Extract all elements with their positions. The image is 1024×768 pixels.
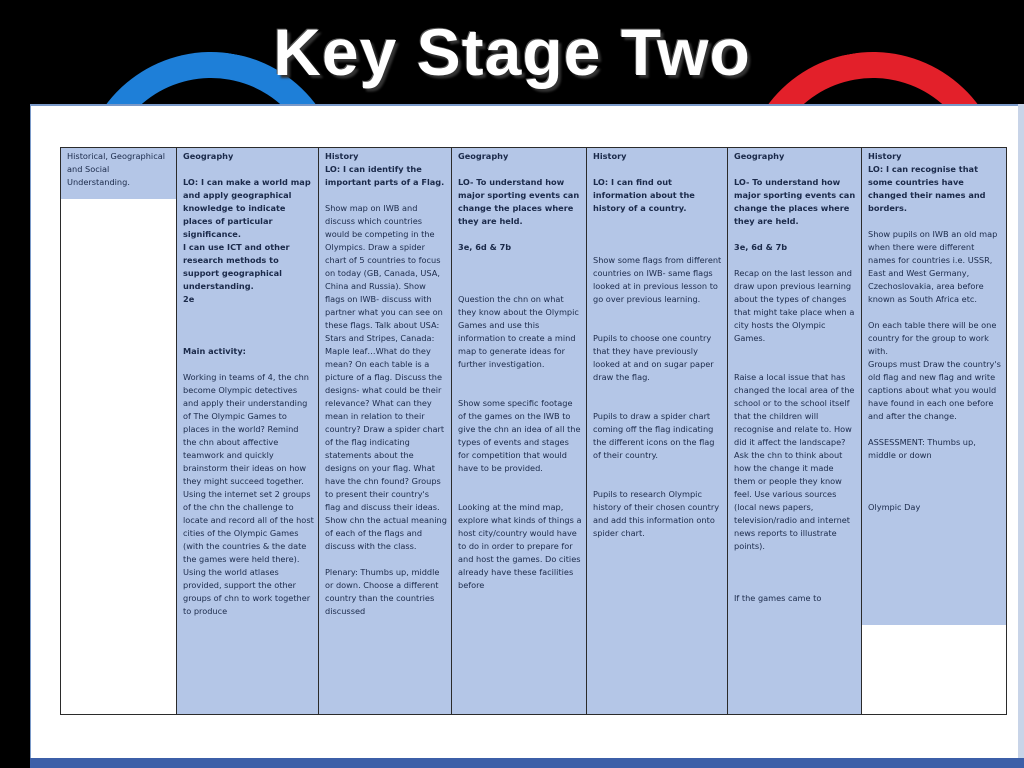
learning-objective: LO: I can identify the important parts of a Flag. <box>325 164 445 187</box>
activity-text: Show some specific footage of the games on the IWB to give the chn an idea of all the types of events and stages for competition that would have to be provided. <box>458 398 581 473</box>
activity-text: Show some flags from different countries on IWB- same flags looked at in previous lesson to go over previous learning. <box>593 255 722 304</box>
subject-heading: History <box>325 151 359 161</box>
column-history-1 <box>319 148 452 715</box>
learning-objective: LO- To understand how major sporting events can change the places where they are held. <box>734 177 856 226</box>
lesson-plan-table <box>60 147 1007 715</box>
column-history-2 <box>587 148 728 715</box>
column-strand <box>61 148 177 715</box>
olympic-day-text: Olympic Day <box>868 502 921 512</box>
slide-title: Key Stage Two <box>273 15 751 89</box>
activity-text: Pupils to draw a spider chart coming off the flag indicating the different icons on the flag of their country. <box>593 411 715 460</box>
learning-objective: LO- To understand how major sporting events can change the places where they are held. <box>458 177 580 226</box>
activity-text: Looking at the mind map, explore what kinds of things a host city/country would have to do in order to prepare for and host the games. Do cities already have these facilities before <box>458 502 582 590</box>
main-activity-text: Working in teams of 4, the chn become Olympic detectives and apply their understanding of The Olympic Games to places in the world? Remind the chn about affective teamwork and quickly brainstorm their ideas on how they might succeed together. Using the internet set 2 groups of the chn the challenge to locate and record all of the host cities of the Olympic Games (with the countries & the date the games were held there). Using the world atlases provided, support the other groups of chn to work together to produce <box>183 372 314 616</box>
activity-text: Show pupils on IWB an old map when there were different names for countries i.e. USSR, East and West Germany, Czechoslovakia, area before known as South Africa etc. <box>868 229 998 304</box>
column-geography-2 <box>452 148 587 715</box>
slide-right-edge <box>1018 104 1024 764</box>
column-geography-3 <box>728 148 862 715</box>
activity-text: Raise a local issue that has changed the local area of the school or to the school itself that the children will recognise and relate to. How did it affect the landscape? Ask the chn to think about how the change it made them or people they know feel. Use various sources (local news papers, television/radio and internet news reports to illustrate points). <box>734 372 855 551</box>
activity-text: If the games came to <box>734 593 822 603</box>
column-geography-1 <box>177 148 319 715</box>
subject-heading: Geography <box>734 151 785 161</box>
learning-objective: LO: I can recognise that some countries have changed their names and borders. <box>868 164 986 213</box>
learning-objective: LO: I can find out information about the history of a country. <box>593 177 695 213</box>
subject-heading: History <box>868 151 902 161</box>
strand-text: Historical, Geographical and Social Understanding. <box>67 151 165 187</box>
subject-heading: Geography <box>183 151 234 161</box>
activity-text: Show map on IWB and discuss which countries would be competing in the Olympics. Draw a spider chart of 5 countries to focus on today (GB, Canada, USA, China and Russia). Show flags on IWB- discuss with partner what you can see on these flags. Talk about USA: Stars and Stripes, Canada: Maple leaf…What do they mean? On each table is a picture of a flag. Discuss the designs- what could be their relevance? What can they mean in relation to their country? Draw a spider chart of the flag indicating statements about the designs on your flag. What have the chn found? Groups to present their country's flag and discuss their ideas. Show chn the actual meaning of each of the flags and discuss with the class. <box>325 203 447 551</box>
activity-text: Question the chn on what they know about the Olympic Games and use this information to create a mind map to generate ideas for further investigation. <box>458 294 579 369</box>
column-history-3 <box>862 148 1007 715</box>
subject-heading: History <box>593 151 627 161</box>
plenary-text: Plenary: Thumbs up, middle or down. Choose a different country than the countries discussed <box>325 567 440 616</box>
activity-text: Recap on the last lesson and draw upon previous learning about the types of changes that might take place when a city hosts the Olympic Games. <box>734 268 855 343</box>
activity-text: Pupils to research Olympic history of their chosen country and add this information onto spider chart. <box>593 489 720 538</box>
main-activity-heading: Main activity: <box>183 346 246 356</box>
activity-text: Pupils to choose one country that they have previously looked at and on sugar paper draw the flag. <box>593 333 714 382</box>
slide-bottom-bar <box>30 758 1024 768</box>
curriculum-reference: 3e, 6d & 7b <box>734 242 788 252</box>
assessment-text: ASSESSMENT: Thumbs up, middle or down <box>868 437 976 460</box>
subject-heading: Geography <box>458 151 509 161</box>
learning-objective: LO: I can make a world map and apply geographical knowledge to indicate places of particular significance. I can use ICT and other research methods to support geographical understanding. 2e <box>183 177 311 304</box>
activity-text: On each table there will be one country for the group to work with. Groups must Draw the country's old flag and new flag and write captions about what you would have found in each one before and after the change. <box>868 320 1001 421</box>
curriculum-reference: 3e, 6d & 7b <box>458 242 512 252</box>
